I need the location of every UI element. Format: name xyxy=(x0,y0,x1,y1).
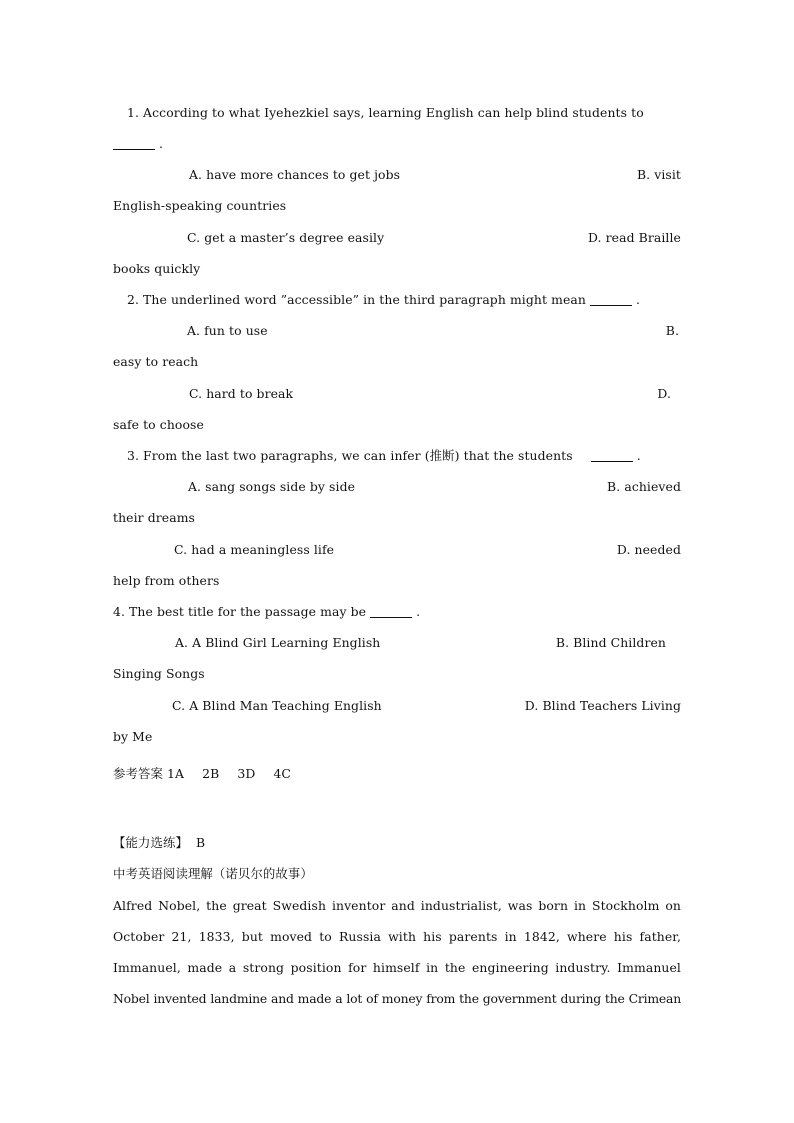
option-c: C. had a meaningless life xyxy=(174,542,335,557)
question-2-text: 2. The underlined word ”accessible” in the third paragraph might mean xyxy=(127,292,586,307)
passage-line xyxy=(113,960,681,976)
passage-line-1: Alfred Nobel, the great Swedish inventor and industrialist, was born in Stockholm on xyxy=(113,898,681,913)
question-2-period: . xyxy=(635,292,640,307)
passage-line-2: October 21, 1833, but moved to Russia with his parents in 1842, where his father, xyxy=(113,929,681,944)
section-title xyxy=(113,866,681,882)
option-b-tail: English-speaking countries xyxy=(113,198,287,213)
passage-line-3: Immanuel, made a strong position for himself in the engineering industry. Immanuel xyxy=(113,960,681,975)
question-1-option-d-continued xyxy=(113,261,681,277)
question-4-period: . xyxy=(416,604,421,619)
answer-key xyxy=(113,766,681,782)
question-2-option-b-continued xyxy=(113,354,681,370)
question-2-option-d-continued xyxy=(113,417,681,433)
section-heading xyxy=(113,835,681,851)
question-1-text: 1. According to what Iyehezkiel says, learning English can help blind students to xyxy=(127,105,644,120)
question-3-period: . xyxy=(636,448,641,463)
question-1-period: . xyxy=(159,136,164,151)
question-4-options-ab xyxy=(113,635,666,651)
option-d: D. xyxy=(657,386,671,401)
question-4-option-d-continued xyxy=(113,729,681,745)
section-level: B xyxy=(196,835,206,850)
option-d-tail: safe to choose xyxy=(113,417,204,432)
option-a: A. sang songs side by side xyxy=(188,479,356,494)
question-4-text: 4. The best title for the passage may be xyxy=(113,604,367,619)
option-b: B. achieved xyxy=(607,479,681,494)
question-4-stem xyxy=(113,604,681,620)
question-3-options-ab xyxy=(113,479,681,495)
question-1-options-ab xyxy=(113,167,681,183)
option-b: B. xyxy=(665,323,679,338)
question-2-options-ab xyxy=(113,323,679,339)
option-b: B. Blind Children xyxy=(555,635,666,650)
question-3-option-b-continued xyxy=(113,510,681,526)
answer-item: 3D xyxy=(237,766,256,781)
answer-blank xyxy=(591,449,633,462)
option-b-tail: their dreams xyxy=(113,510,195,525)
question-2-options-cd xyxy=(113,386,671,402)
option-c: C. get a master’s degree easily xyxy=(187,230,385,245)
question-1-options-cd xyxy=(113,230,681,246)
option-b-tail: Singing Songs xyxy=(113,666,205,681)
answer-item: 1A xyxy=(167,766,185,781)
question-3-options-cd xyxy=(113,542,681,558)
option-d-tail: by Me xyxy=(113,729,153,744)
answer-key-label: 参考答案 xyxy=(113,766,163,781)
passage-line xyxy=(113,898,681,914)
option-a: A. A Blind Girl Learning English xyxy=(175,635,381,650)
passage-line xyxy=(113,991,681,1007)
option-c: C. A Blind Man Teaching English xyxy=(172,698,382,713)
answer-blank xyxy=(590,293,632,306)
question-3-option-d-continued xyxy=(113,573,681,589)
section-heading-text: 【能力选练】 xyxy=(113,835,188,850)
option-d: D. Blind Teachers Living xyxy=(524,698,681,713)
option-b: B. visit xyxy=(636,167,681,182)
question-3-text: 3. From the last two paragraphs, we can infer (推断) that the students xyxy=(127,448,573,463)
option-d: D. needed xyxy=(616,542,681,557)
option-d-tail: help from others xyxy=(113,573,220,588)
question-2-stem xyxy=(113,292,695,308)
option-a: A. have more chances to get jobs xyxy=(189,167,401,182)
option-d-tail: books quickly xyxy=(113,261,201,276)
question-4-option-b-continued xyxy=(113,666,681,682)
passage-line-4: Nobel invented landmine and made a lot of money from the government during the Crimean xyxy=(113,991,681,1006)
option-a: A. fun to use xyxy=(187,323,268,338)
answer-item: 4C xyxy=(273,766,292,781)
question-3-stem xyxy=(113,448,695,464)
section-title-text: 中考英语阅读理解（诺贝尔的故事） xyxy=(113,866,313,881)
question-1-blank-line xyxy=(113,136,681,152)
question-4-options-cd xyxy=(113,698,681,714)
question-1-option-b-continued xyxy=(113,198,681,214)
answer-blank xyxy=(370,605,412,618)
option-d: D. read Braille xyxy=(587,230,681,245)
option-c: C. hard to break xyxy=(189,386,294,401)
answer-blank xyxy=(113,137,155,150)
option-b-tail: easy to reach xyxy=(113,354,199,369)
answer-item: 2B xyxy=(202,766,220,781)
passage-line xyxy=(113,929,681,945)
question-1-stem xyxy=(113,105,695,121)
